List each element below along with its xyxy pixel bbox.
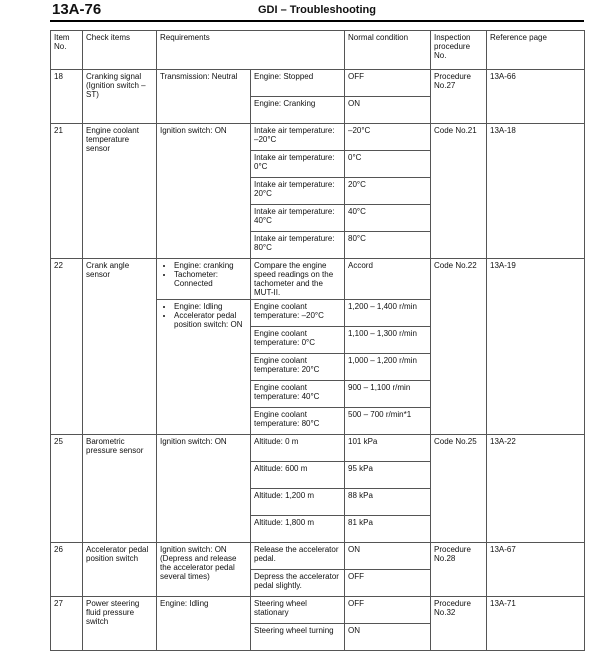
- reference-page-cell: 13A-18: [487, 124, 585, 259]
- sub-condition-cell: Altitude: 600 m: [251, 462, 345, 489]
- normal-condition-cell: 500 – 700 r/min*1: [345, 408, 431, 435]
- check-item-cell: Barometric pressure sensor: [83, 435, 157, 543]
- sub-condition-cell: Engine coolant temperature: 80°C: [251, 408, 345, 435]
- requirement-list: [160, 261, 247, 288]
- table-row: [51, 435, 585, 462]
- troubleshooting-table: [50, 30, 585, 651]
- sub-condition-cell: Engine: Cranking: [251, 97, 345, 124]
- table-row: [51, 70, 585, 97]
- item-no-cell: 22: [51, 259, 83, 435]
- inspection-procedure-cell: Code No.22: [431, 259, 487, 435]
- sub-condition-cell: Altitude: 0 m: [251, 435, 345, 462]
- sub-condition-cell: Compare the engine speed readings on the tachometer and the MUT-II.: [251, 259, 345, 300]
- inspection-procedure-cell: Code No.25: [431, 435, 487, 543]
- normal-condition-cell: 0°C: [345, 151, 431, 178]
- reference-page-cell: 13A-71: [487, 597, 585, 651]
- normal-condition-cell: OFF: [345, 597, 431, 624]
- inspection-procedure-cell: Procedure No.32: [431, 597, 487, 651]
- check-item-cell: Accelerator pedal position switch: [83, 543, 157, 597]
- sub-condition-cell: Intake air temperature: 40°C: [251, 205, 345, 232]
- requirement-cell: [157, 259, 251, 300]
- requirement-cell: Transmission: Neutral: [157, 70, 251, 124]
- inspection-procedure-cell: Code No.21: [431, 124, 487, 259]
- col-header-requirements: Requirements: [157, 31, 345, 70]
- col-header-reference-page: Reference page: [487, 31, 585, 70]
- sub-condition-cell: Engine coolant temperature: 40°C: [251, 381, 345, 408]
- normal-condition-cell: OFF: [345, 570, 431, 597]
- requirement-cell: Ignition switch: ON (Depress and release the accelerator pedal several times): [157, 543, 251, 597]
- normal-condition-cell: 101 kPa: [345, 435, 431, 462]
- requirement-bullet: • Engine: Idling: [174, 302, 247, 311]
- check-item-cell: Cranking signal (Ignition switch – ST): [83, 70, 157, 124]
- normal-condition-cell: 1,100 – 1,300 r/min: [345, 327, 431, 354]
- sub-condition-cell: Intake air temperature: 0°C: [251, 151, 345, 178]
- normal-condition-cell: Accord: [345, 259, 431, 300]
- sub-condition-cell: Engine: Stopped: [251, 70, 345, 97]
- normal-condition-cell: 900 – 1,100 r/min: [345, 381, 431, 408]
- sub-condition-cell: Intake air temperature: –20°C: [251, 124, 345, 151]
- normal-condition-cell: ON: [345, 624, 431, 651]
- normal-condition-cell: 40°C: [345, 205, 431, 232]
- normal-condition-cell: ON: [345, 97, 431, 124]
- item-no-cell: 27: [51, 597, 83, 651]
- reference-page-cell: 13A-67: [487, 543, 585, 597]
- normal-condition-cell: 1,000 – 1,200 r/min: [345, 354, 431, 381]
- col-header-normal-condition: Normal condition: [345, 31, 431, 70]
- normal-condition-cell: 88 kPa: [345, 489, 431, 516]
- normal-condition-cell: ON: [345, 543, 431, 570]
- normal-condition-cell: OFF: [345, 70, 431, 97]
- requirement-bullet: • Accelerator pedal position switch: ON: [174, 311, 247, 329]
- requirement-bullet: • Engine: cranking: [174, 261, 247, 270]
- item-no-cell: 21: [51, 124, 83, 259]
- reference-page-cell: 13A-19: [487, 259, 585, 435]
- requirement-cell: Ignition switch: ON: [157, 435, 251, 543]
- sub-condition-cell: Depress the accelerator pedal slightly.: [251, 570, 345, 597]
- table-row: [51, 259, 585, 300]
- col-header-inspection-procedure: Inspection procedure No.: [431, 31, 487, 70]
- item-no-cell: 26: [51, 543, 83, 597]
- sub-condition-cell: Release the accelerator pedal.: [251, 543, 345, 570]
- normal-condition-cell: 1,200 – 1,400 r/min: [345, 300, 431, 327]
- item-no-cell: 25: [51, 435, 83, 543]
- col-header-check-items: Check items: [83, 31, 157, 70]
- sub-condition-cell: Steering wheel stationary: [251, 597, 345, 624]
- table-header-row: [51, 31, 585, 70]
- sub-condition-cell: Intake air temperature: 80°C: [251, 232, 345, 259]
- normal-condition-cell: 81 kPa: [345, 516, 431, 543]
- sub-condition-cell: Intake air temperature: 20°C: [251, 178, 345, 205]
- normal-condition-cell: 80°C: [345, 232, 431, 259]
- page-title: GDI – Troubleshooting: [258, 4, 376, 16]
- sub-condition-cell: Altitude: 1,200 m: [251, 489, 345, 516]
- inspection-procedure-cell: Procedure No.27: [431, 70, 487, 124]
- reference-page-cell: 13A-22: [487, 435, 585, 543]
- table-row: [51, 597, 585, 624]
- table-row: [51, 124, 585, 151]
- check-item-cell: Engine coolant temperature sensor: [83, 124, 157, 259]
- requirement-list: [160, 302, 247, 329]
- page-number: 13A-76: [52, 1, 102, 18]
- requirement-cell: Ignition switch: ON: [157, 124, 251, 259]
- col-header-item-no: Item No.: [51, 31, 83, 70]
- requirement-cell: [157, 300, 251, 435]
- check-item-cell: Crank angle sensor: [83, 259, 157, 435]
- table-row: [51, 543, 585, 570]
- sub-condition-cell: Engine coolant temperature: –20°C: [251, 300, 345, 327]
- sub-condition-cell: Altitude: 1,800 m: [251, 516, 345, 543]
- requirement-bullet: • Tachometer: Connected: [174, 270, 247, 288]
- requirement-cell: Engine: Idling: [157, 597, 251, 651]
- sub-condition-cell: Steering wheel turning: [251, 624, 345, 651]
- sub-condition-cell: Engine coolant temperature: 0°C: [251, 327, 345, 354]
- table-body: [51, 70, 585, 651]
- inspection-procedure-cell: Procedure No.28: [431, 543, 487, 597]
- reference-page-cell: 13A-66: [487, 70, 585, 124]
- normal-condition-cell: –20°C: [345, 124, 431, 151]
- item-no-cell: 18: [51, 70, 83, 124]
- normal-condition-cell: 20°C: [345, 178, 431, 205]
- header-rule: [50, 20, 584, 22]
- check-item-cell: Power steering fluid pressure switch: [83, 597, 157, 651]
- normal-condition-cell: 95 kPa: [345, 462, 431, 489]
- sub-condition-cell: Engine coolant temperature: 20°C: [251, 354, 345, 381]
